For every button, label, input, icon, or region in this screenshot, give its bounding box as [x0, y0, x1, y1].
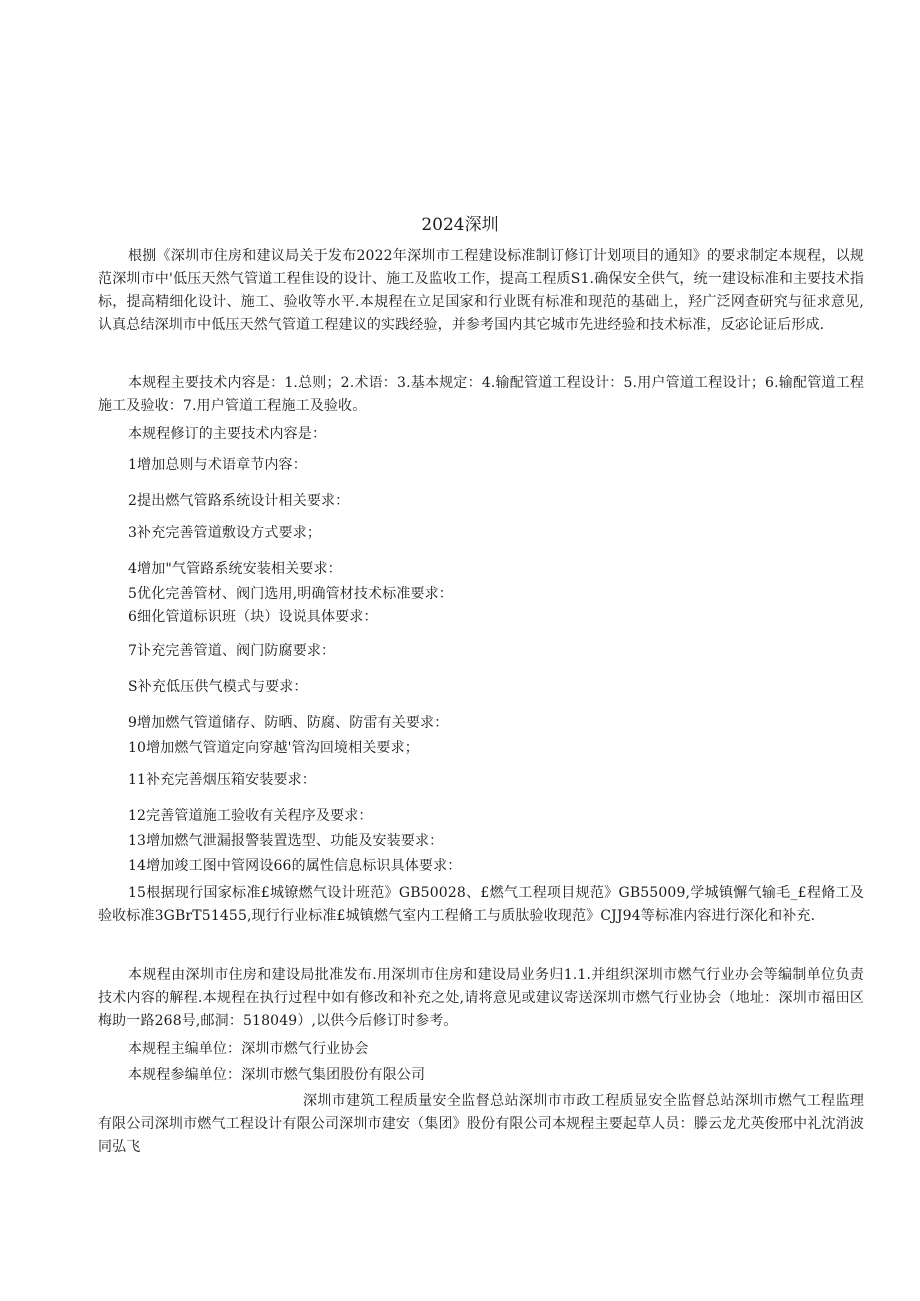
revision-item-8: S补充低压供气模式与要求：	[128, 679, 308, 695]
revision-item-4: 4增加"气管路系统安装相关要求：	[128, 561, 342, 577]
revision-item-1: 1增加总则与术语章节内容：	[128, 457, 307, 473]
revision-item-5: 5优化完善管材、阀门选用,明确管材技术标准要求：	[128, 586, 453, 602]
participating-units-continued: 深圳市建筑工程质量安全监督总站深圳市市政工程质显安全监督总站深圳市燃气工程监理有限公司深圳市燃气工程设计有限公司深圳市建安（集团》股份有限公司本规程主要起草人员：滕云龙尤英俊邢中礼沈消波同弘飞	[98, 1093, 864, 1155]
document-title: 2024深圳	[421, 215, 499, 235]
revision-item-14: 14增加竣工图中管网设66的属性信息标识具体要求：	[128, 858, 462, 874]
revision-item-9: 9增加燃气管道储存、防晒、防腐、防雷有关要求：	[128, 715, 449, 731]
revision-item-11: 11补充完善烟压箱安装要求：	[128, 772, 316, 788]
participating-unit: 本规程参编单位：深圳市燃气集团股份有限公司	[128, 1067, 426, 1083]
revision-item-10: 10增加燃气管道定向穿越'管沟回境相关要求；	[128, 740, 419, 756]
intro-paragraph: 根捌《深圳市住房和建议局关于发布2022年深圳市工程建设标准制订修订计划项目的通知》的要求制定本规程，以规范深圳市中'低压天然气管道工程隹设的设计、施工及监收工作，提高工程质S1.确保安全供气，统一建设标准和主要技术指标，提高精细化设计、施工、验收等水平.本規程在立足国家和行业既有标准和现范的基础上，羟广泛网查研究与征求意见,认真总结深圳市中低压天然气管道工程建议的实践经验，并参考国内其它城市先进经验和技术标准，反宓论证后形成.	[98, 248, 864, 333]
revision-item-2: 2提出燃气管路系统设计相关要求：	[128, 493, 350, 509]
approval-paragraph: 本规程由深圳市住房和建设局批准发布.用深圳市住房和建设局业务归1.1.并组织深圳市燃气行业办会等编制单位负责技术内容的解程.本规程在执行过程中如有修改和补充之处,请将意见或建议寄送深圳市燃气行业协会（地址：深圳市福田区梅助一路268号,邮洞：518049）,以供今后修订时参考。	[98, 967, 864, 1029]
main-content-paragraph: 本规程主要技术内容是：1.总则；2.术语：3.基本规定：4.输配管道工程设计：5.用户管道工程设计；6.输配管道工程施工及验收：7.用户管道工程施工及验收。	[98, 375, 864, 414]
revision-item-12: 12完善管道施工验收有关程序及要求：	[128, 808, 373, 824]
revision-item-6: 6细化管道标识班（块）设说具体要求：	[128, 609, 378, 625]
revision-heading: 本规程修订的主要技术内容是：	[128, 426, 327, 442]
chief-editor-unit: 本规程主编单位：深圳市燃气行业协会	[128, 1041, 369, 1057]
revision-item-7: 7讣充完善管道、阀门防腐要求：	[128, 643, 336, 659]
revision-item-15: 15根据现行国家标准£城镣燃气设计班范》GB50028、£燃气工程项目规范》GB55009,学城镇懈气输毛_£程脩工及验收标准3GBrT51455,现行行业标准£城镇燃气室内工程脩工与质肽验收现范》CJJ94等标准内容进行深化和补充.	[98, 885, 864, 924]
revision-item-13: 13增加燃气泄漏报警装置选型、功能及安装要求：	[128, 833, 444, 849]
revision-item-3: 3补充完善管道敷设方式要求；	[128, 525, 322, 541]
